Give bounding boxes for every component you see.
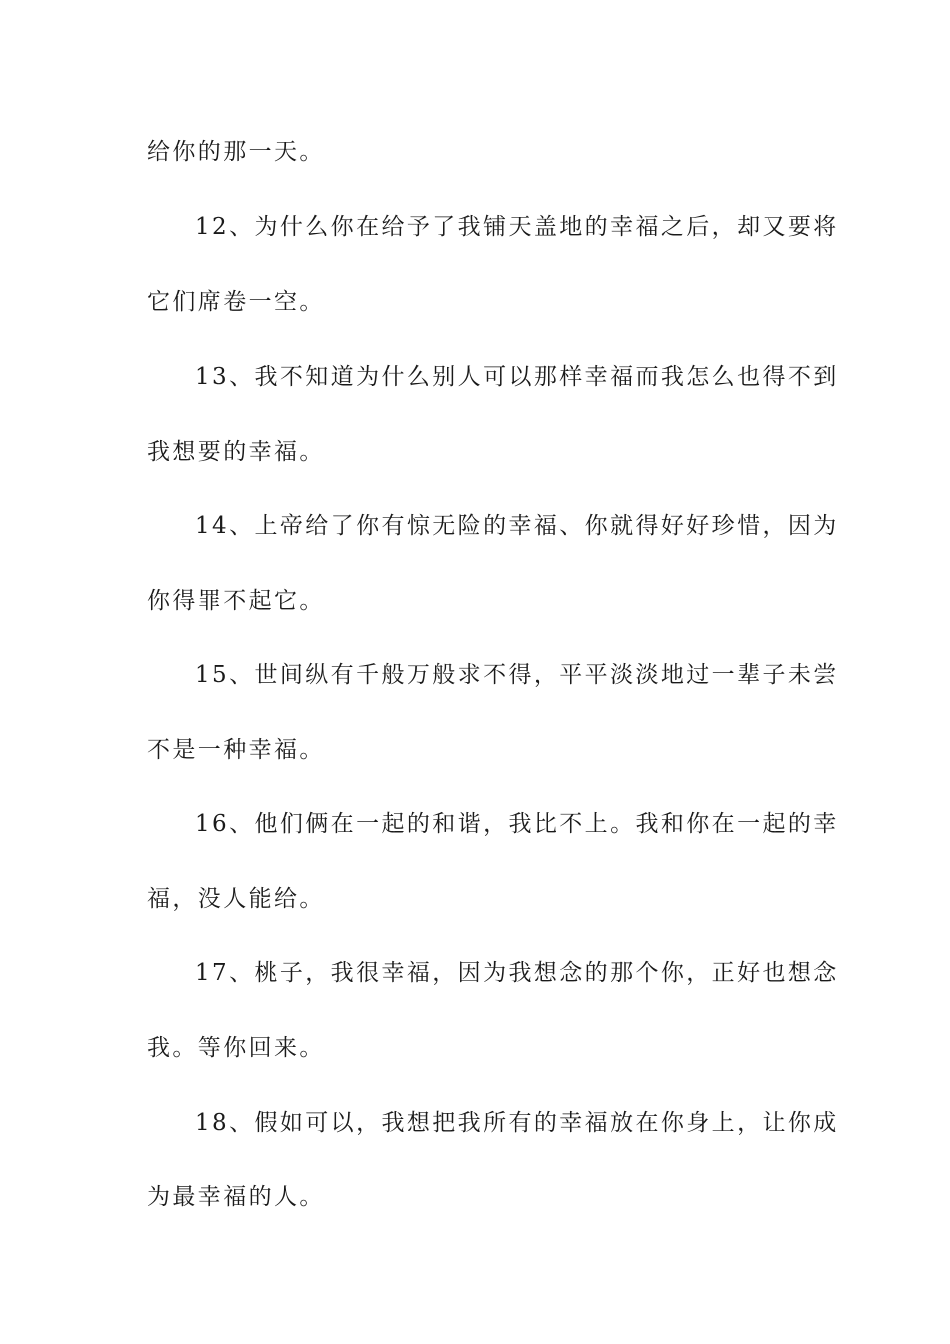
paragraph-12-line-1: 12、为什么你在给予了我铺天盖地的幸福之后，却又要将 bbox=[195, 214, 839, 240]
paragraph-14-line-2: 你得罪不起它。 bbox=[147, 588, 325, 614]
paragraph-17-line-1: 17、桃子，我很幸福，因为我想念的那个你，正好也想念 bbox=[195, 960, 839, 986]
paragraph-13-line-1: 13、我不知道为什么别人可以那样幸福而我怎么也得不到 bbox=[195, 364, 839, 390]
paragraph-18-line-2: 为最幸福的人。 bbox=[147, 1184, 325, 1210]
paragraph-16-line-1: 16、他们俩在一起的和谐，我比不上。我和你在一起的幸 bbox=[195, 811, 839, 837]
paragraph-15-line-1: 15、世间纵有千般万般求不得，平平淡淡地过一辈子未尝 bbox=[195, 662, 839, 688]
paragraph-17-line-2: 我。等你回来。 bbox=[147, 1035, 325, 1061]
paragraph-16-line-2: 福，没人能给。 bbox=[147, 886, 325, 912]
paragraph-13-line-2: 我想要的幸福。 bbox=[147, 439, 325, 465]
paragraph-11-continuation: 给你的那一天。 bbox=[147, 139, 325, 165]
paragraph-12-line-2: 它们席卷一空。 bbox=[147, 289, 325, 315]
paragraph-18-line-1: 18、假如可以，我想把我所有的幸福放在你身上，让你成 bbox=[195, 1110, 839, 1136]
paragraph-14-line-1: 14、上帝给了你有惊无险的幸福、你就得好好珍惜，因为 bbox=[195, 513, 839, 539]
paragraph-15-line-2: 不是一种幸福。 bbox=[147, 737, 325, 763]
